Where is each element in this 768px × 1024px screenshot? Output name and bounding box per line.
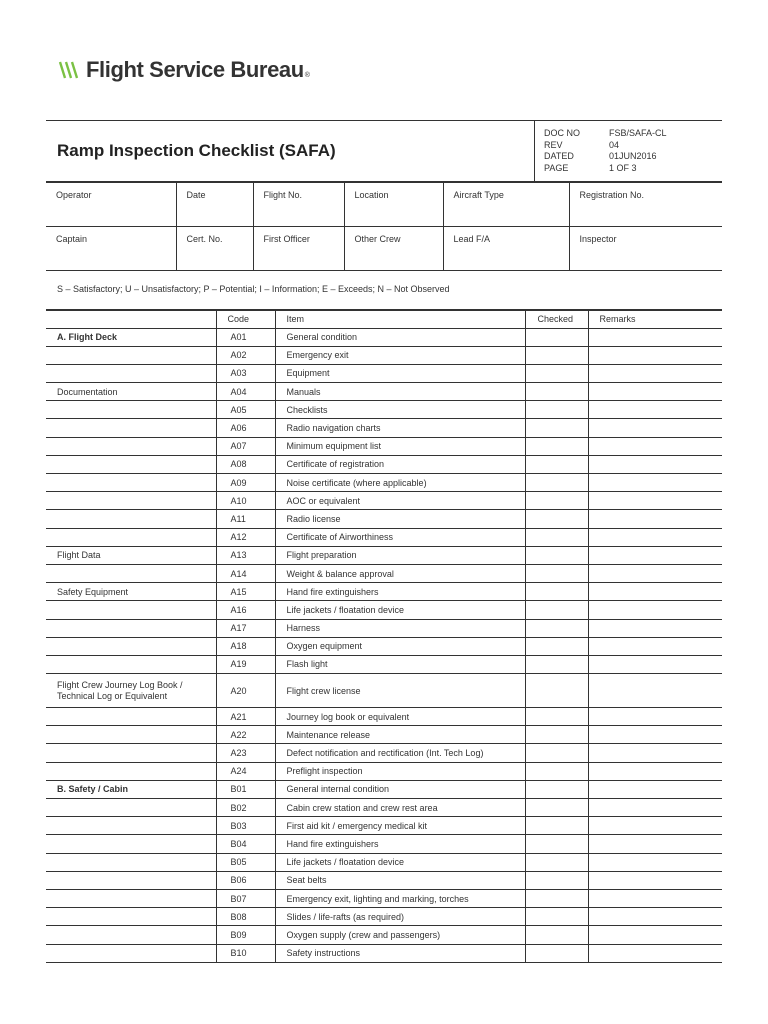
item-cell: General condition [275, 328, 525, 346]
code-cell: B02 [216, 799, 275, 817]
remarks-cell[interactable] [588, 346, 722, 364]
field-cell[interactable]: Inspector [569, 227, 722, 271]
remarks-cell[interactable] [588, 799, 722, 817]
code-cell: A04 [216, 383, 275, 401]
item-cell: Flash light [275, 655, 525, 673]
code-cell: B01 [216, 780, 275, 798]
item-cell: Safety instructions [275, 944, 525, 962]
code-cell: A12 [216, 528, 275, 546]
section-cell [46, 744, 216, 762]
table-row [46, 528, 722, 546]
remarks-cell[interactable] [588, 637, 722, 655]
checked-cell[interactable] [525, 601, 588, 619]
table-row [46, 853, 722, 871]
rating-legend: S – Satisfactory; U – Unsatisfactory; P – Potential; I – Information; E – Exceeds; N – Not Observed [57, 284, 450, 294]
item-cell: Emergency exit, lighting and marking, torches [275, 889, 525, 907]
section-cell [46, 619, 216, 637]
code-cell: A11 [216, 510, 275, 528]
section-cell: Flight Crew Journey Log Book / Technical Log or Equivalent [46, 674, 216, 708]
checked-cell[interactable] [525, 817, 588, 835]
remarks-cell[interactable] [588, 474, 722, 492]
field-cell[interactable]: Lead F/A [443, 227, 569, 271]
checked-cell[interactable] [525, 780, 588, 798]
code-cell: A10 [216, 492, 275, 510]
section-cell [46, 871, 216, 889]
checked-cell[interactable] [525, 637, 588, 655]
code-cell: A06 [216, 419, 275, 437]
code-cell: B06 [216, 871, 275, 889]
checklist-header-row [46, 310, 722, 328]
code-cell: A22 [216, 726, 275, 744]
section-cell [46, 655, 216, 673]
remarks-cell[interactable] [588, 926, 722, 944]
fields-row [46, 227, 722, 271]
checked-cell[interactable] [525, 889, 588, 907]
table-row [46, 780, 722, 798]
item-cell: Oxygen equipment [275, 637, 525, 655]
item-cell: Seat belts [275, 871, 525, 889]
remarks-cell[interactable] [588, 328, 722, 346]
code-cell: A20 [216, 674, 275, 708]
column-header-section [46, 310, 216, 328]
table-row [46, 492, 722, 510]
remarks-cell[interactable] [588, 364, 722, 382]
item-cell: Radio navigation charts [275, 419, 525, 437]
brand-name: Flight Service Bureau [86, 57, 304, 82]
checked-cell[interactable] [525, 619, 588, 637]
remarks-cell[interactable] [588, 817, 722, 835]
table-row [46, 601, 722, 619]
checked-cell[interactable] [525, 419, 588, 437]
remarks-cell[interactable] [588, 619, 722, 637]
field-cell[interactable]: Location [344, 183, 443, 227]
section-cell [46, 726, 216, 744]
checked-cell[interactable] [525, 908, 588, 926]
item-cell: First aid kit / emergency medical kit [275, 817, 525, 835]
code-cell: B04 [216, 835, 275, 853]
item-cell: Slides / life-rafts (as required) [275, 908, 525, 926]
checked-cell[interactable] [525, 510, 588, 528]
table-row [46, 889, 722, 907]
checked-cell[interactable] [525, 346, 588, 364]
table-row [46, 401, 722, 419]
item-cell: Equipment [275, 364, 525, 382]
section-cell [46, 835, 216, 853]
checked-cell[interactable] [525, 726, 588, 744]
table-row [46, 944, 722, 962]
remarks-cell[interactable] [588, 492, 722, 510]
code-cell: A17 [216, 619, 275, 637]
table-row [46, 637, 722, 655]
item-cell: AOC or equivalent [275, 492, 525, 510]
code-cell: A15 [216, 583, 275, 601]
inspection-fields-table [46, 182, 722, 271]
item-cell: Defect notification and rectification (Int. Tech Log) [275, 744, 525, 762]
remarks-cell[interactable] [588, 401, 722, 419]
table-row [46, 346, 722, 364]
field-cell[interactable]: First Officer [253, 227, 344, 271]
checked-cell[interactable] [525, 871, 588, 889]
brand-registered-mark: ® [304, 72, 310, 79]
page-title: Ramp Inspection Checklist (SAFA) [57, 141, 336, 160]
item-cell: Checklists [275, 401, 525, 419]
fields-row [46, 183, 722, 227]
item-cell: Manuals [275, 383, 525, 401]
item-cell: Certificate of registration [275, 455, 525, 473]
section-cell [46, 419, 216, 437]
table-row [46, 437, 722, 455]
doc-info-row: REV 04 [544, 139, 620, 150]
checked-cell[interactable] [525, 926, 588, 944]
section-cell [46, 474, 216, 492]
code-cell: B09 [216, 926, 275, 944]
checked-cell[interactable] [525, 364, 588, 382]
checked-cell[interactable] [525, 455, 588, 473]
item-cell: Journey log book or equivalent [275, 708, 525, 726]
column-header-code: Code [216, 310, 275, 328]
code-cell: A16 [216, 601, 275, 619]
checked-cell[interactable] [525, 674, 588, 708]
section-cell [46, 926, 216, 944]
section-cell: Safety Equipment [46, 583, 216, 601]
code-cell: A24 [216, 762, 275, 780]
code-cell: A07 [216, 437, 275, 455]
column-header-checked: Checked [525, 310, 588, 328]
table-row [46, 817, 722, 835]
item-cell: Preflight inspection [275, 762, 525, 780]
section-cell [46, 817, 216, 835]
item-cell: Oxygen supply (crew and passengers) [275, 926, 525, 944]
checked-cell[interactable] [525, 944, 588, 962]
item-cell: Hand fire extinguishers [275, 835, 525, 853]
remarks-cell[interactable] [588, 762, 722, 780]
code-cell: A23 [216, 744, 275, 762]
remarks-cell[interactable] [588, 510, 722, 528]
checked-cell[interactable] [525, 744, 588, 762]
section-cell [46, 889, 216, 907]
section-cell [46, 637, 216, 655]
field-cell[interactable]: Cert. No. [176, 227, 253, 271]
code-cell: A09 [216, 474, 275, 492]
remarks-cell[interactable] [588, 455, 722, 473]
section-cell [46, 510, 216, 528]
doc-info-row: DOC NO FSB/SAFA-CL [544, 128, 667, 138]
table-row [46, 835, 722, 853]
remarks-cell[interactable] [588, 871, 722, 889]
item-cell: Flight preparation [275, 546, 525, 564]
remarks-cell[interactable] [588, 835, 722, 853]
code-cell: B03 [216, 817, 275, 835]
item-cell: Noise certificate (where applicable) [275, 474, 525, 492]
section-cell [46, 364, 216, 382]
item-cell: Maintenance release [275, 726, 525, 744]
document-header [46, 120, 722, 182]
item-cell: Certificate of Airworthiness [275, 528, 525, 546]
table-row [46, 364, 722, 382]
table-row [46, 744, 722, 762]
section-cell [46, 437, 216, 455]
code-cell: A14 [216, 564, 275, 582]
code-cell: A03 [216, 364, 275, 382]
checked-cell[interactable] [525, 474, 588, 492]
remarks-cell[interactable] [588, 853, 722, 871]
section-cell [46, 908, 216, 926]
checked-cell[interactable] [525, 835, 588, 853]
brand-logo [58, 56, 310, 84]
code-cell: A13 [216, 546, 275, 564]
table-row [46, 510, 722, 528]
table-row [46, 546, 722, 564]
checked-cell[interactable] [525, 401, 588, 419]
checklist-table [46, 309, 722, 963]
table-row [46, 799, 722, 817]
remarks-cell[interactable] [588, 944, 722, 962]
checked-cell[interactable] [525, 492, 588, 510]
table-row [46, 564, 722, 582]
table-row [46, 455, 722, 473]
checked-cell[interactable] [525, 546, 588, 564]
code-cell: B07 [216, 889, 275, 907]
code-cell: A01 [216, 328, 275, 346]
item-cell: Radio license [275, 510, 525, 528]
item-cell: Life jackets / floatation device [275, 853, 525, 871]
section-cell [46, 346, 216, 364]
checked-cell[interactable] [525, 799, 588, 817]
section-cell: Flight Data [46, 546, 216, 564]
field-cell[interactable]: Aircraft Type [443, 183, 569, 227]
section-cell: Documentation [46, 383, 216, 401]
section-cell: B. Safety / Cabin [46, 780, 216, 798]
item-cell: Flight crew license [275, 674, 525, 708]
field-cell[interactable]: Captain [46, 227, 176, 271]
item-cell: Hand fire extinguishers [275, 583, 525, 601]
table-row [46, 926, 722, 944]
code-cell: A21 [216, 708, 275, 726]
doc-info-row: PAGE 1 OF 3 [544, 162, 637, 173]
remarks-cell[interactable] [588, 383, 722, 401]
remarks-cell[interactable] [588, 437, 722, 455]
section-cell [46, 492, 216, 510]
field-cell[interactable]: Operator [46, 183, 176, 227]
item-cell: Emergency exit [275, 346, 525, 364]
title-cell [46, 121, 535, 181]
table-row [46, 726, 722, 744]
checked-cell[interactable] [525, 583, 588, 601]
code-cell: A18 [216, 637, 275, 655]
section-cell [46, 564, 216, 582]
brand-stripes-icon [58, 61, 80, 79]
remarks-cell[interactable] [588, 674, 722, 708]
remarks-cell[interactable] [588, 708, 722, 726]
item-cell: Life jackets / floatation device [275, 601, 525, 619]
column-header-remarks: Remarks [588, 310, 722, 328]
code-cell: A19 [216, 655, 275, 673]
section-cell [46, 944, 216, 962]
field-cell[interactable]: Date [176, 183, 253, 227]
remarks-cell[interactable] [588, 744, 722, 762]
checked-cell[interactable] [525, 437, 588, 455]
table-row [46, 619, 722, 637]
remarks-cell[interactable] [588, 528, 722, 546]
code-cell: A02 [216, 346, 275, 364]
table-row [46, 908, 722, 926]
table-row [46, 474, 722, 492]
checked-cell[interactable] [525, 853, 588, 871]
field-cell[interactable]: Registration No. [569, 183, 722, 227]
remarks-cell[interactable] [588, 889, 722, 907]
section-cell [46, 455, 216, 473]
checked-cell[interactable] [525, 564, 588, 582]
section-cell [46, 708, 216, 726]
remarks-cell[interactable] [588, 564, 722, 582]
code-cell: B10 [216, 944, 275, 962]
remarks-cell[interactable] [588, 601, 722, 619]
remarks-cell[interactable] [588, 780, 722, 798]
remarks-cell[interactable] [588, 419, 722, 437]
section-cell: A. Flight Deck [46, 328, 216, 346]
table-row [46, 419, 722, 437]
remarks-cell[interactable] [588, 655, 722, 673]
checked-cell[interactable] [525, 528, 588, 546]
section-cell [46, 853, 216, 871]
table-row [46, 383, 722, 401]
field-cell[interactable]: Flight No. [253, 183, 344, 227]
code-cell: B08 [216, 908, 275, 926]
section-cell [46, 401, 216, 419]
table-row [46, 583, 722, 601]
checked-cell[interactable] [525, 762, 588, 780]
section-cell [46, 799, 216, 817]
remarks-cell[interactable] [588, 726, 722, 744]
table-row [46, 328, 722, 346]
field-cell[interactable]: Other Crew [344, 227, 443, 271]
remarks-cell[interactable] [588, 908, 722, 926]
checked-cell[interactable] [525, 708, 588, 726]
section-cell [46, 528, 216, 546]
column-header-item: Item [275, 310, 525, 328]
item-cell: Minimum equipment list [275, 437, 525, 455]
code-cell: A05 [216, 401, 275, 419]
document-info [535, 121, 722, 181]
table-row [46, 871, 722, 889]
section-cell [46, 601, 216, 619]
item-cell: General internal condition [275, 780, 525, 798]
code-cell: A08 [216, 455, 275, 473]
table-row [46, 674, 722, 708]
remarks-cell[interactable] [588, 583, 722, 601]
remarks-cell[interactable] [588, 546, 722, 564]
checked-cell[interactable] [525, 328, 588, 346]
doc-info-row: DATED 01JUN2016 [544, 151, 657, 161]
checked-cell[interactable] [525, 655, 588, 673]
item-cell: Cabin crew station and crew rest area [275, 799, 525, 817]
section-cell [46, 762, 216, 780]
table-row [46, 655, 722, 673]
table-row [46, 762, 722, 780]
table-row [46, 708, 722, 726]
item-cell: Harness [275, 619, 525, 637]
item-cell: Weight & balance approval [275, 564, 525, 582]
checked-cell[interactable] [525, 383, 588, 401]
code-cell: B05 [216, 853, 275, 871]
